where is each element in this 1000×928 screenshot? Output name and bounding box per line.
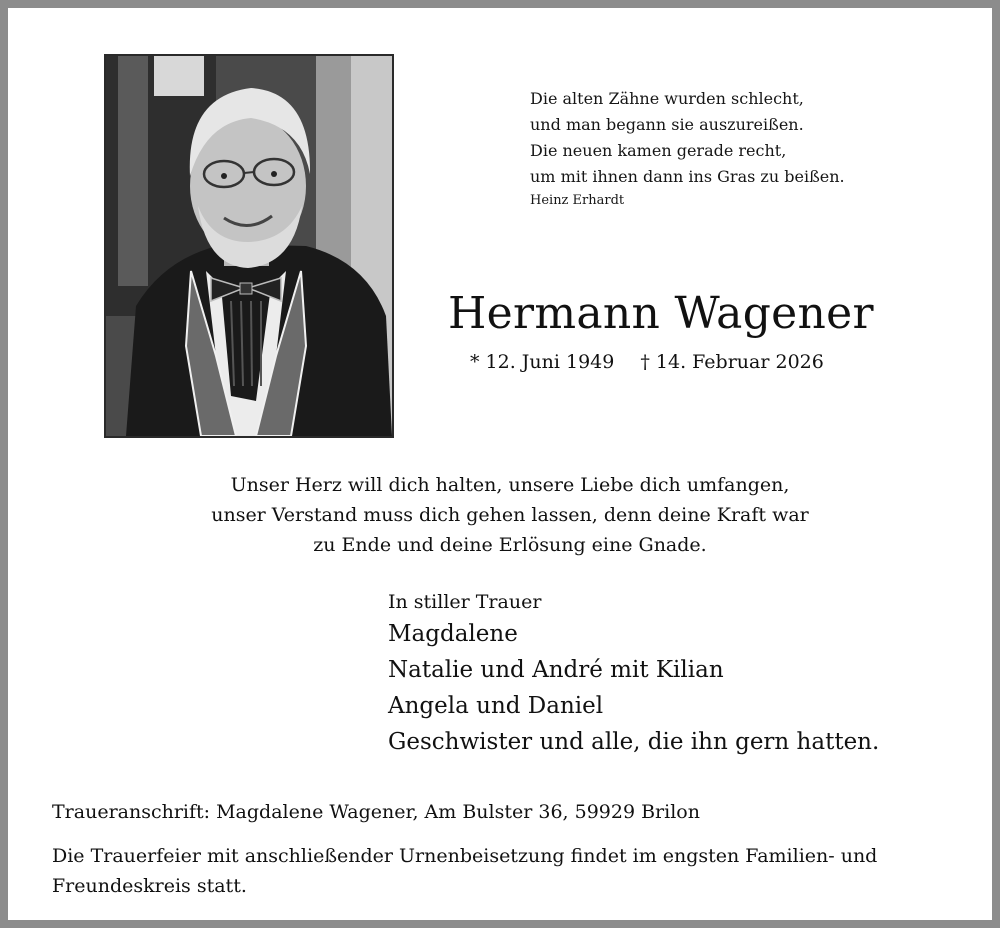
farewell-verse — [108, 470, 912, 560]
life-dates — [470, 349, 824, 375]
poem-line: Die neuen kamen gerade recht, — [530, 141, 787, 160]
portrait-illustration — [106, 56, 392, 436]
mourning-intro: In stiller Trauer — [388, 591, 542, 613]
birth-date: * 12. Juni 1949 — [470, 351, 615, 373]
verse-line: Unser Herz will dich halten, unsere Liebe dich umfangen, — [230, 474, 790, 496]
epigraph-poem — [530, 86, 845, 212]
poem-line: um mit ihnen dann ins Gras zu beißen. — [530, 167, 845, 186]
death-date: † 14. Februar 2026 — [640, 351, 824, 373]
verse-line: zu Ende und deine Erlösung eine Gnade. — [313, 534, 707, 556]
mourner-name: Magdalene — [388, 621, 518, 647]
mourner-name: Angela und Daniel — [388, 693, 604, 719]
poem-line: Die alten Zähne wurden schlecht, — [530, 89, 804, 108]
poem-line: und man begann sie auszureißen. — [530, 115, 804, 134]
mourner-name: Geschwister und alle, die ihn gern hatten. — [388, 729, 880, 755]
mourning-address: Traueranschrift: Magdalene Wagener, Am Bulster 36, 59929 Brilon — [52, 801, 700, 823]
ceremony-notice: Die Trauerfeier mit anschließender Urnenbeisetzung findet im engsten Familien- und Freundeskreis statt. — [52, 845, 878, 897]
verse-line: unser Verstand muss dich gehen lassen, denn deine Kraft war — [211, 504, 809, 526]
deceased-name: Hermann Wagener — [448, 288, 874, 339]
poem-author: Heinz Erhardt — [530, 193, 625, 208]
portrait-photo — [104, 54, 394, 438]
mourner-name: Natalie und André mit Kilian — [388, 657, 724, 683]
mourners-list — [388, 588, 879, 760]
